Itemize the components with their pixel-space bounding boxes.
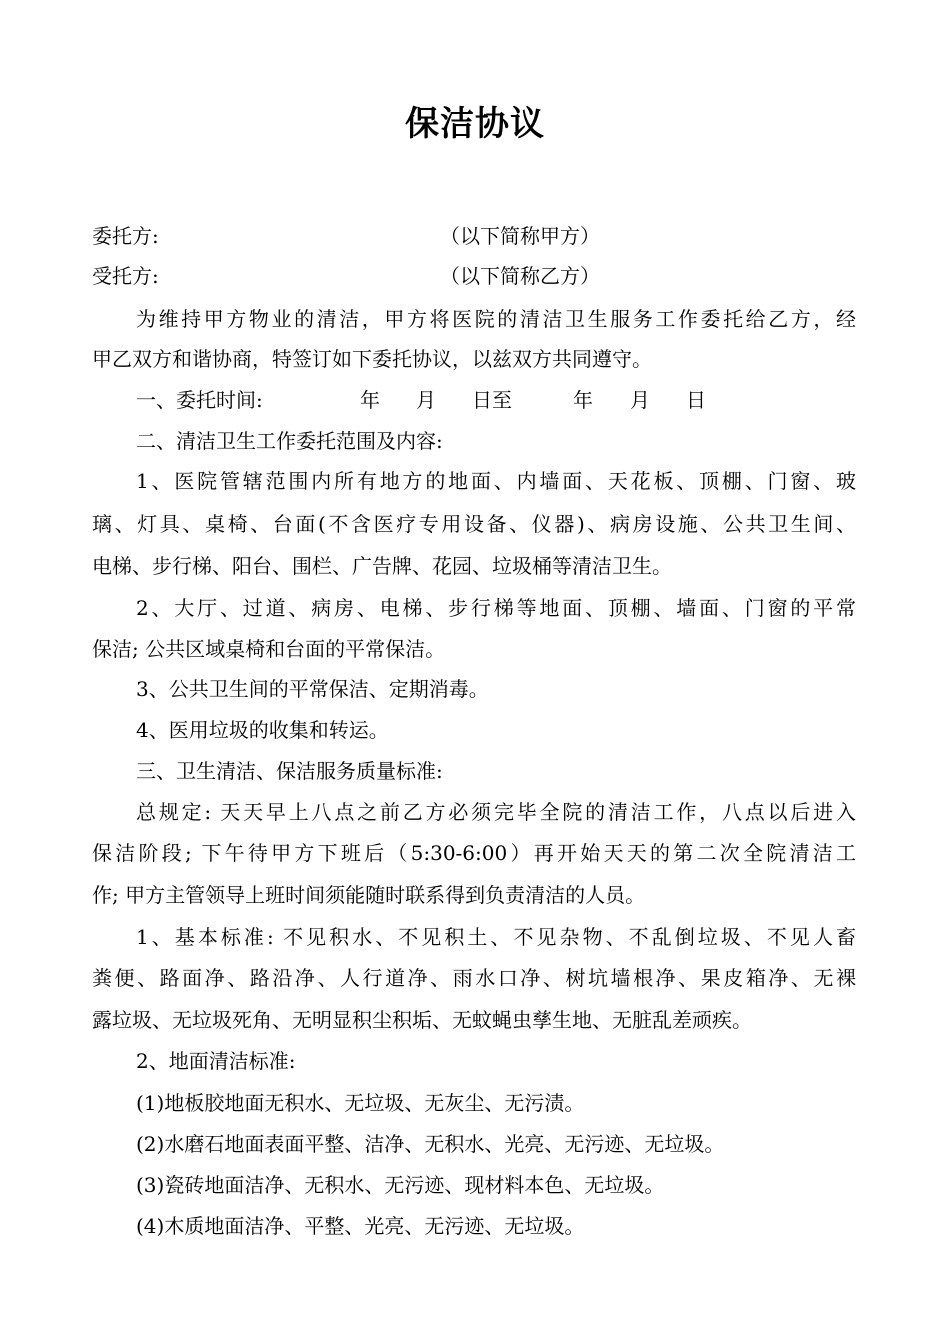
basic-standard-line-3: 露垃圾、无垃圾死角、无明显积尘积垢、无蚊蝇虫孳生地、无脏乱差顽疾。 [92,1008,752,1032]
intro-line-1: 为维持甲方物业的清洁，甲方将医院的清洁卫生服务工作委托给乙方，经 [136,307,856,331]
term-label: 一、委托时间: [136,388,263,412]
section-3-heading: 三、卫生清洁、保洁服务质量标准: [136,759,443,783]
document-title: 保洁协议 [405,104,545,144]
intro-line-2: 甲乙双方和谐协商，特签订如下委托协议，以兹双方共同遵守。 [92,347,652,371]
party-a-label: 委托方: [92,224,159,248]
term-month-1: 月 [416,388,436,412]
general-rule-line-1: 总规定: 天天早上八点之前乙方必须完毕全院的清洁工作，八点以后进入 [136,800,856,824]
term-day-2: 日 [686,388,706,412]
s2-item-2-line-1: 2、大厅、过道、病房、电梯、步行梯等地面、顶棚、墙面、门窗的平常 [136,596,856,620]
floor-standard-item-1: (1)地板胶地面无积水、无垃圾、无灰尘、无污渍。 [136,1091,585,1115]
s2-item-1-line-3: 电梯、步行梯、阳台、围栏、广告牌、花园、垃圾桶等清洁卫生。 [92,554,672,578]
party-a-note: （以下简称甲方） [440,224,600,248]
floor-standard-item-3: (3)瓷砖地面洁净、无积水、无污迹、现材料本色、无垃圾。 [136,1173,665,1197]
s2-item-1-line-1: 1、医院管辖范围内所有地方的地面、内墙面、天花板、顶棚、门窗、玻 [136,469,856,493]
s2-item-1-line-2: 璃、灯具、桌椅、台面(不含医疗专用设备、仪器)、病房设施、公共卫生间、 [92,512,856,536]
term-year-2: 年 [573,388,593,412]
party-b-note: （以下简称乙方） [440,264,600,288]
floor-standard-item-2: (2)水磨石地面表面平整、洁净、无积水、光亮、无污迹、无垃圾。 [136,1132,725,1156]
s2-item-4: 4、医用垃圾的收集和转运。 [136,718,389,742]
section-2-heading: 二、清洁卫生工作委托范围及内容: [136,429,443,453]
basic-standard-line-2: 粪便、路面净、路沿净、人行道净、雨水口净、树坑墙根净、果皮箱净、无裸 [92,966,856,990]
term-year-1: 年 [360,388,380,412]
general-rule-line-2: 保洁阶段; 下午待甲方下班后（5:30-6:00）再开始天天的第二次全院清洁工 [92,841,856,865]
basic-standard-line-1: 1、基本标准: 不见积水、不见积土、不见杂物、不乱倒垃圾、不见人畜 [136,925,856,949]
term-month-2: 月 [630,388,650,412]
term-day-to: 日至 [472,388,512,412]
floor-standard-item-4: (4)木质地面洁净、平整、光亮、无污迹、无垃圾。 [136,1214,585,1238]
s2-item-2-line-2: 保洁; 公共区域桌椅和台面的平常保洁。 [92,637,446,661]
floor-standard-heading: 2、地面清洁标准: [136,1049,296,1073]
party-b-label: 受托方: [92,264,159,288]
s2-item-3: 3、公共卫生间的平常保洁、定期消毒。 [136,677,489,701]
general-rule-line-3: 作; 甲方主管领导上班时间须能随时联系得到负责清洁的人员。 [92,883,646,907]
